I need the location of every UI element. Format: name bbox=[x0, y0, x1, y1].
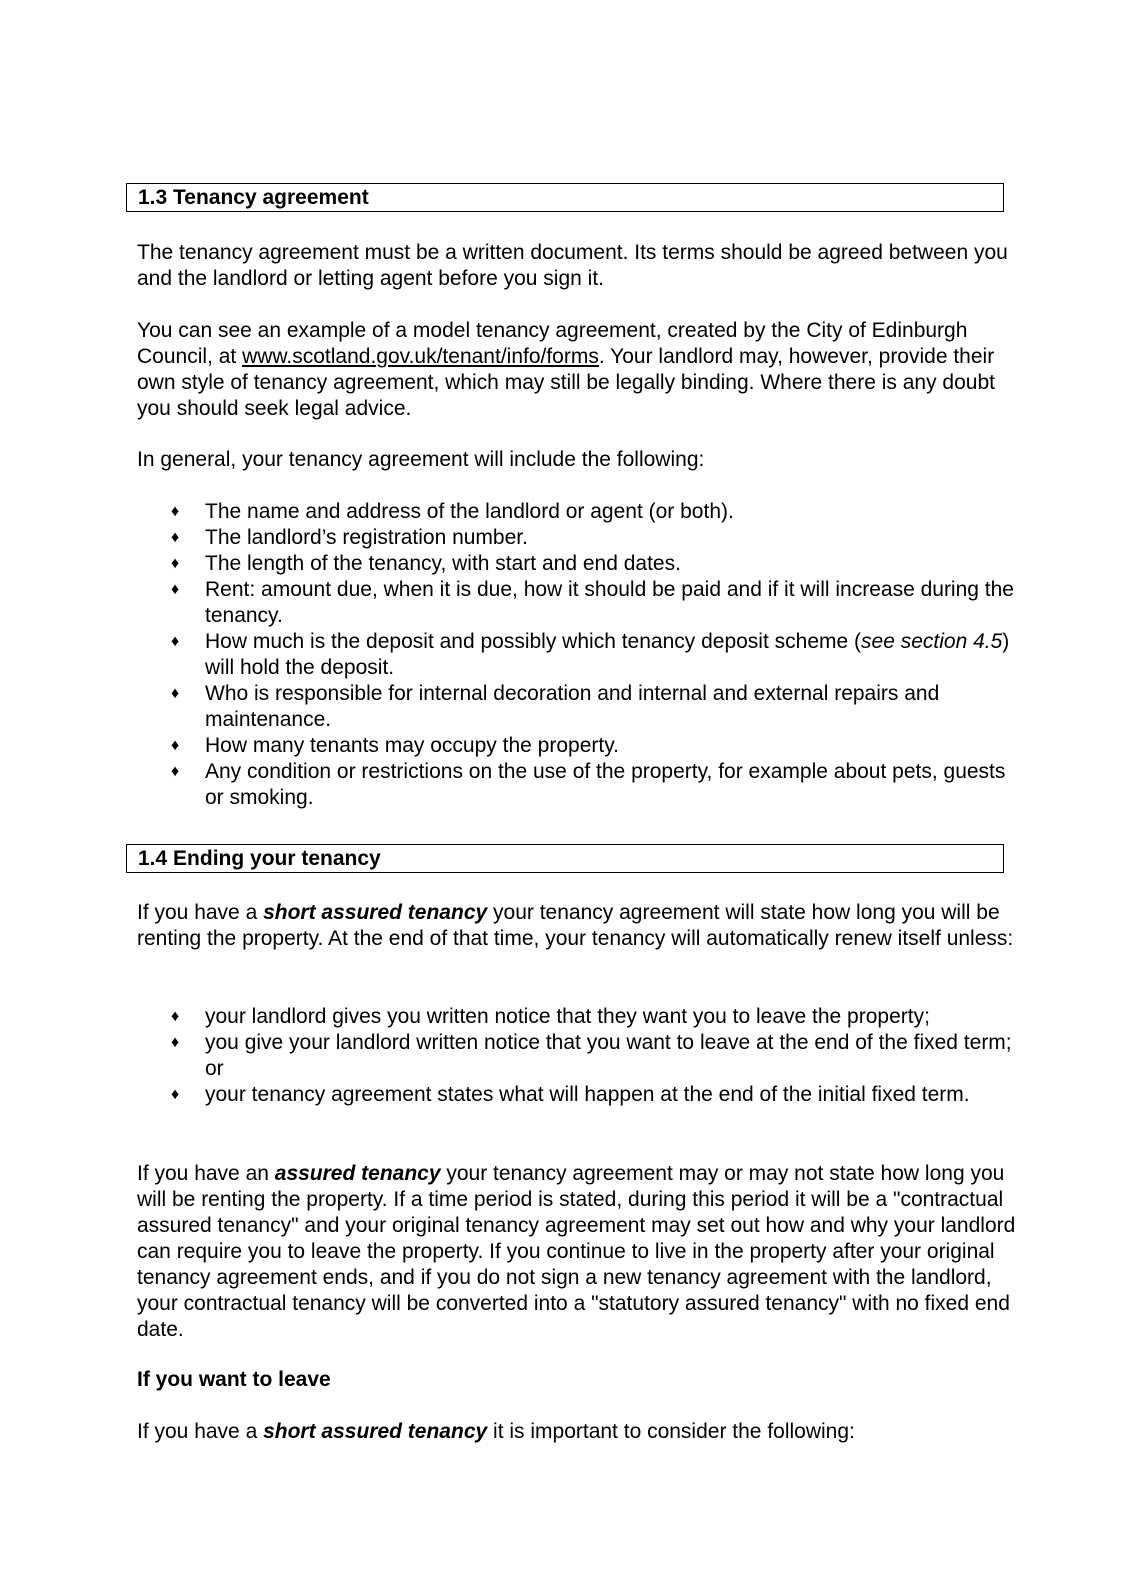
list-item bbox=[137, 759, 1017, 811]
emphasis-term: assured tenancy bbox=[274, 1162, 441, 1185]
list-item bbox=[137, 733, 1017, 759]
paragraph-written-document: The tenancy agreement must be a written document. Its terms should be agreed between you and the landlord or letting agent before you sign it. bbox=[137, 241, 1008, 290]
list-item-text: your landlord gives you written notice that they want you to leave the property; bbox=[205, 1005, 930, 1028]
paragraph-consider-following bbox=[137, 1419, 1017, 1445]
paragraph-assured-tenancy bbox=[137, 1161, 1017, 1343]
diamond-bullet-icon: ♦ bbox=[171, 763, 180, 780]
list-item-text: How many tenants may occupy the property. bbox=[205, 734, 619, 757]
paragraph-model-agreement-text-1: You can see an example of a model tenancy agreement, created by the City of Edinburgh Council, at bbox=[137, 319, 968, 368]
diamond-bullet-icon: ♦ bbox=[171, 1034, 180, 1051]
paragraph-text: your tenancy agreement may or may not state how long you will be renting the property. If a time period is stated, during this period it will be a "contractual assured tenancy" and your original tenancy agreement may set out how and why your landlord can require you to leave the property. If you continue to live in the property after your original tenancy agreement ends, and if you do not sign a new tenancy agreement with the landlord, your contractual tenancy will be converted into a "statutory assured tenancy" with no fixed end date. bbox=[137, 1162, 1016, 1341]
list-item-text: ) will hold the deposit. bbox=[205, 630, 1010, 679]
list-item-text: The landlord’s registration number. bbox=[205, 526, 528, 549]
list-item-text: Any condition or restrictions on the use of the property, for example about pets, guests or smoking. bbox=[205, 760, 1006, 809]
diamond-bullet-icon: ♦ bbox=[171, 555, 180, 572]
section-heading-ending-tenancy: 1.4 Ending your tenancy bbox=[126, 844, 1004, 873]
diamond-bullet-icon: ♦ bbox=[171, 633, 180, 650]
diamond-bullet-icon: ♦ bbox=[171, 1008, 180, 1025]
diamond-bullet-icon: ♦ bbox=[171, 737, 180, 754]
paragraph-general-include: In general, your tenancy agreement will include the following: bbox=[137, 448, 705, 471]
diamond-bullet-icon: ♦ bbox=[171, 529, 180, 546]
paragraph-short-assured bbox=[137, 900, 1017, 952]
list-item bbox=[137, 551, 1017, 577]
renewal-conditions-list bbox=[137, 1004, 1017, 1108]
paragraph-model-agreement-text-2: . Your landlord may, however, provide their own style of tenancy agreement, which may still be legally binding. Where there is any doubt you should seek legal advice. bbox=[137, 345, 995, 420]
diamond-bullet-icon: ♦ bbox=[171, 581, 180, 598]
section-heading-tenancy-agreement: 1.3 Tenancy agreement bbox=[126, 183, 1004, 212]
list-item-text: The length of the tenancy, with start and end dates. bbox=[205, 552, 681, 575]
list-item bbox=[137, 525, 1017, 551]
list-item bbox=[137, 681, 1017, 733]
list-item bbox=[137, 629, 1017, 681]
list-item bbox=[137, 499, 1017, 525]
emphasis-term: short assured tenancy bbox=[263, 901, 488, 924]
diamond-bullet-icon: ♦ bbox=[171, 503, 180, 520]
emphasis-term: short assured tenancy bbox=[263, 1420, 488, 1443]
list-item bbox=[137, 1004, 1017, 1030]
list-item-text: How much is the deposit and possibly which tenancy deposit scheme ( bbox=[205, 630, 862, 653]
list-item-text: Who is responsible for internal decoration and internal and external repairs and maintenance. bbox=[205, 682, 940, 731]
diamond-bullet-icon: ♦ bbox=[171, 1086, 180, 1103]
list-item-text: your tenancy agreement states what will happen at the end of the initial fixed term. bbox=[205, 1083, 970, 1106]
list-item bbox=[137, 1082, 1017, 1108]
subheading-want-to-leave: If you want to leave bbox=[137, 1368, 331, 1391]
list-item bbox=[137, 1030, 1017, 1082]
paragraph-text: If you have a bbox=[137, 1420, 264, 1443]
section-reference: see section 4.5 bbox=[861, 630, 1003, 653]
list-item bbox=[137, 577, 1017, 629]
list-item-text: you give your landlord written notice that you want to leave at the end of the fixed term; or bbox=[205, 1031, 1012, 1080]
paragraph-model-agreement bbox=[137, 318, 1017, 422]
forms-link[interactable]: www.scotland.gov.uk/tenant/info/forms bbox=[242, 345, 599, 368]
paragraph-text: your tenancy agreement will state how long you will be renting the property. At the end of that time, your tenancy will automatically renew itself unless: bbox=[137, 901, 1014, 950]
paragraph-text: If you have an bbox=[137, 1162, 275, 1185]
agreement-contents-list bbox=[137, 499, 1017, 811]
paragraph-text: If you have a bbox=[137, 901, 264, 924]
list-item-text: The name and address of the landlord or agent (or both). bbox=[205, 500, 734, 523]
paragraph-text: it is important to consider the following: bbox=[487, 1420, 855, 1443]
diamond-bullet-icon: ♦ bbox=[171, 685, 180, 702]
list-item-text: Rent: amount due, when it is due, how it should be paid and if it will increase during the tenancy. bbox=[205, 578, 1014, 627]
